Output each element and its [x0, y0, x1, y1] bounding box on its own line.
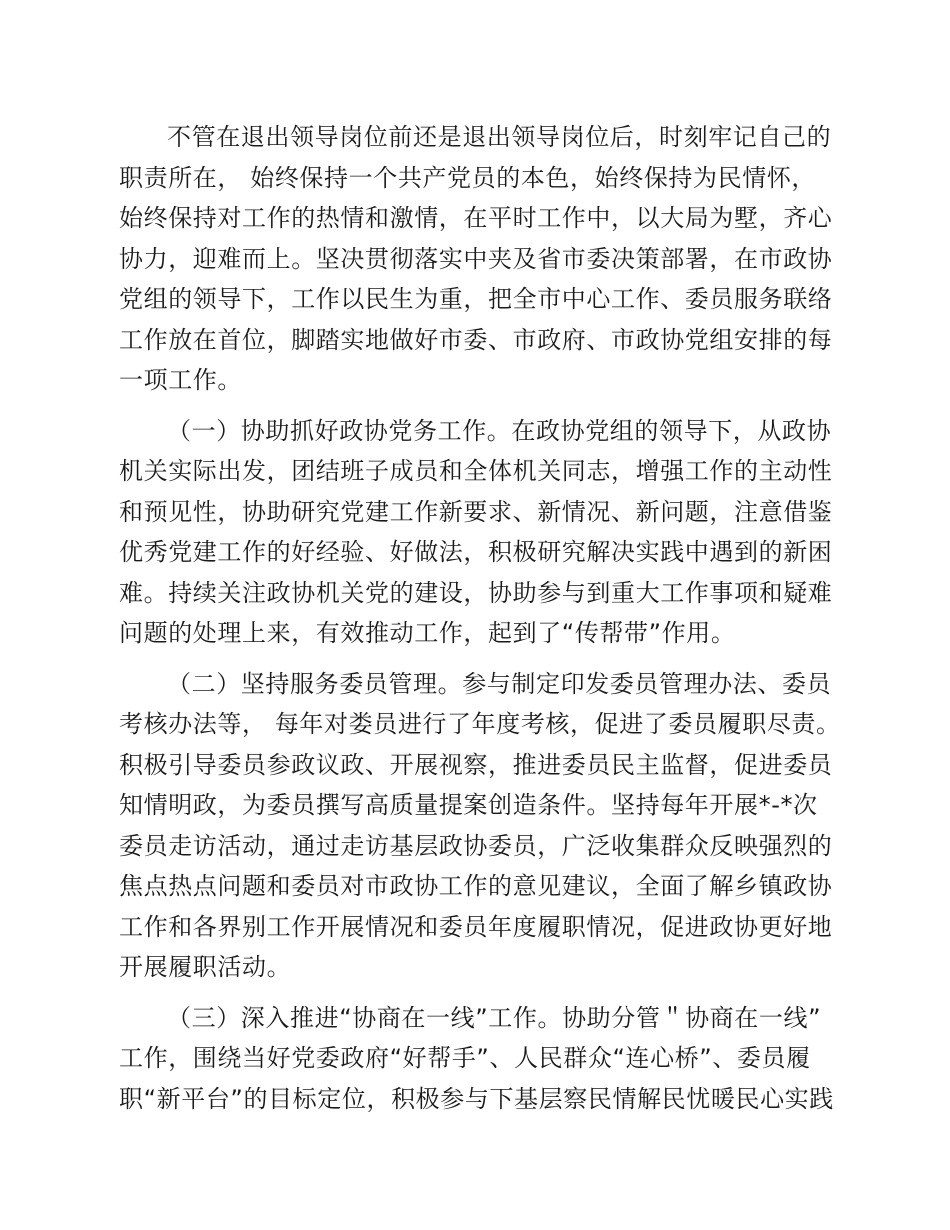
text-line: 开展履职活动。 [119, 953, 292, 981]
section-heading-line: （一）协助抓好政协党务工作。在政协党组的领导下，从政协 [167, 416, 832, 445]
section-heading-line: （二）坚持服务委员管理。参与制定印发委员管理办法、委员 [167, 669, 832, 698]
text-line: 优秀党建工作的好经验、好做法，积极研究解决实践中遇到的新困 [119, 538, 833, 566]
text-line: 一项工作。 [119, 366, 242, 394]
text-line: 和预见性，协助研究党建工作新要求、新情况、新问题，注意借鉴 [119, 497, 833, 526]
text-line: 委员走访活动，通过走访基层政协委员，广泛收集群众反映强烈的 [119, 831, 833, 860]
section-heading-line: （三）深入推进“协商在一线”工作。协助分管＂协商在一线” [167, 1003, 822, 1032]
text-line: 工作放在首位，脚踏实地做好市委、市政府、市政协党组安排的每 [119, 325, 833, 354]
text-line: 问题的处理上来，有效推动工作，起到了“传帮带”作用。 [119, 619, 736, 647]
text-line: 不管在退出领导岗位前还是退出领导岗位后，时刻牢记自己的 [167, 123, 832, 151]
paragraph-section-3 [119, 998, 843, 1120]
paragraph-section-2 [119, 664, 843, 988]
paragraph-section-1 [119, 411, 843, 654]
text-line: 难。持续关注政协机关党的建设，协助参与到重大工作事项和疑难 [119, 578, 833, 607]
document-page [119, 117, 843, 1129]
paragraph-intro [119, 117, 843, 401]
text-line: 职责所在， 始终保持一个共产党员的本色，始终保持为民情怀， [119, 163, 817, 192]
text-line: 党组的领导下，工作以民生为重，把全市中心工作、委员服务联络 [119, 285, 833, 313]
text-line: 工作，围绕当好党委政府“好帮手”、人民群众“连心桥”、委员履 [119, 1044, 811, 1072]
text-line: 工作和各界别工作开展情况和委员年度履职情况，促进政协更好地 [119, 912, 833, 941]
text-line: 职“新平台”的目标定位，积极参与下基层察民情解民忧暖民心实践 [119, 1084, 834, 1113]
text-line: 协力，迎难而上。坚决贯彻落实中夹及省市委决策部署，在市政协 [119, 244, 833, 273]
text-line: 机关实际出发，团结班子成员和全体机关同志，增强工作的主动性 [119, 457, 833, 485]
text-line: 始终保持对工作的热情和激情，在平时工作中，以大局为墅，齐心 [119, 204, 833, 232]
text-line: 焦点热点问题和委员对市政协工作的意见建议，全面了解乡镇政协 [119, 872, 833, 900]
text-line: 积极引导委员参政议政、开展视察，推进委员民主监督，促进委员 [119, 750, 833, 779]
text-line: 知情明政，为委员撰写高质量提案创造条件。坚持每年开展*-*次 [119, 791, 818, 819]
text-line: 考核办法等， 每年对娄员进行了年度考核，促进了委员履职尽责。 [119, 710, 841, 738]
